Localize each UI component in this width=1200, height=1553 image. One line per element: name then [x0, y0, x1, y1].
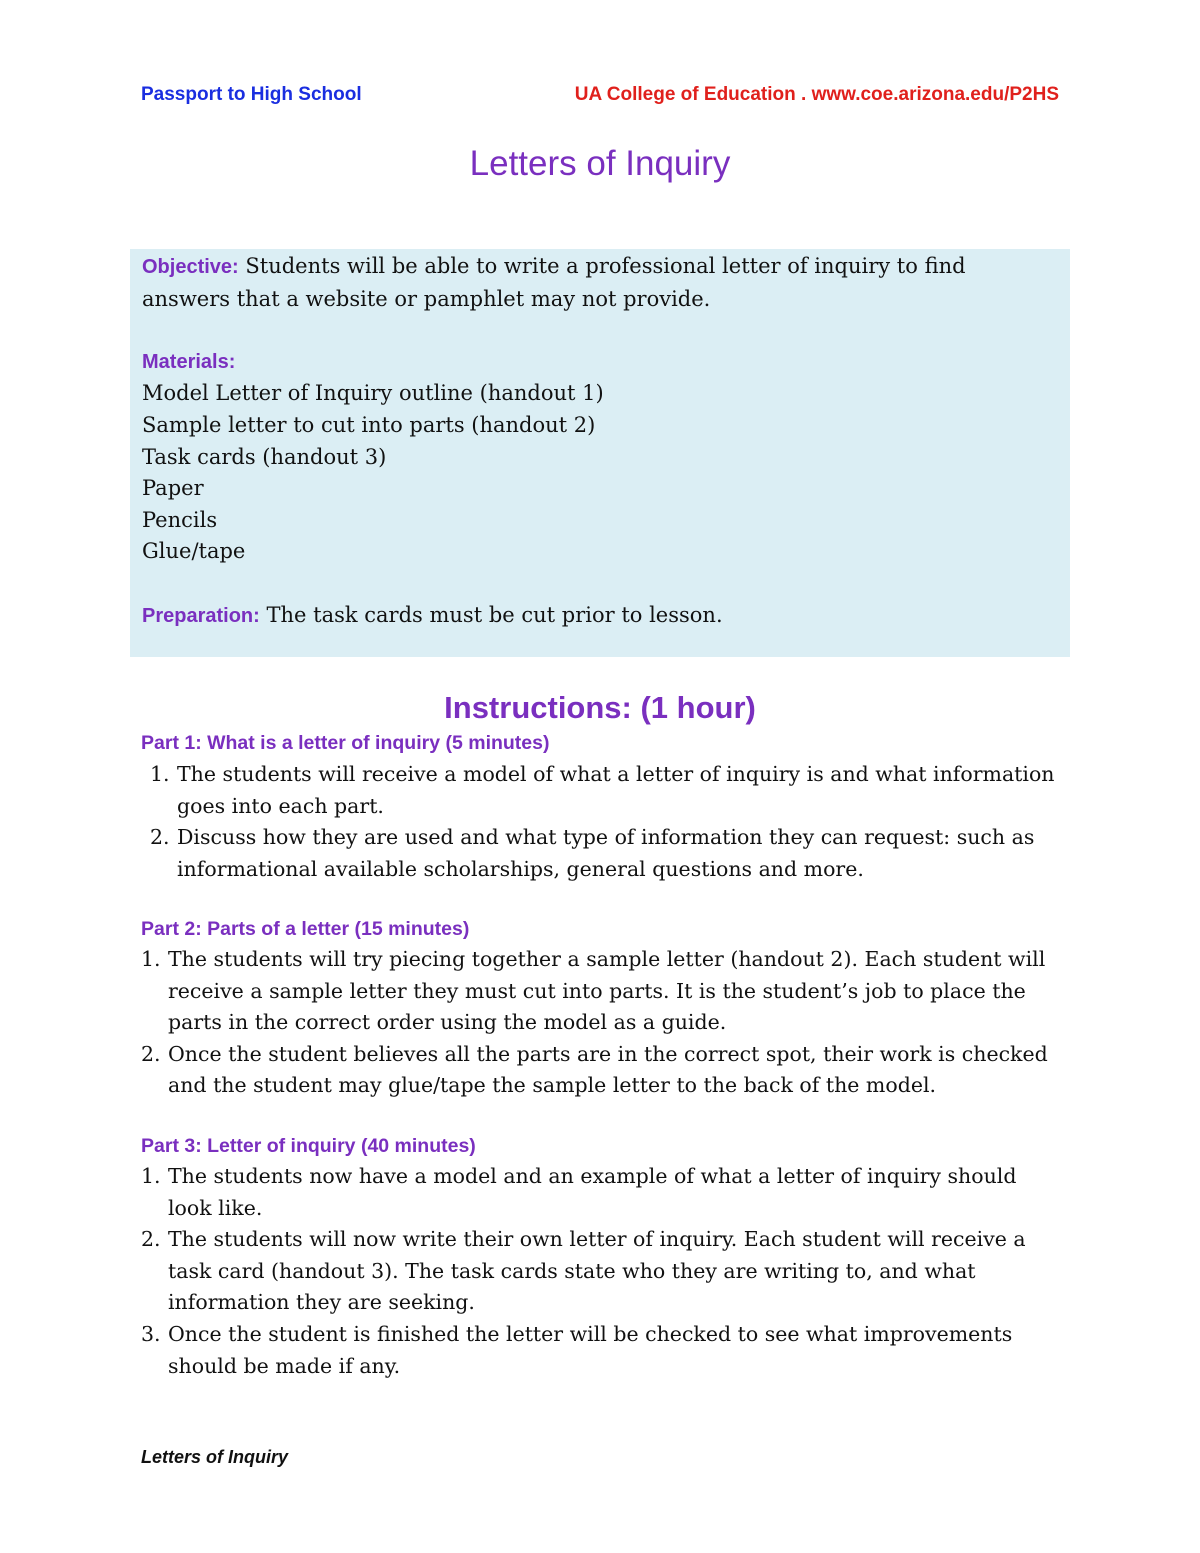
step-number: 1. [141, 947, 161, 971]
page-footer: Letters of Inquiry [141, 1447, 289, 1467]
part-2-heading: Part 2: Parts of a letter (15 minutes) [141, 918, 470, 940]
overview-box [130, 249, 1070, 657]
list-item [150, 822, 1067, 885]
material-item: Model Letter of Inquiry outline (handout 1) [142, 381, 604, 406]
objective-text: Students will be able to write a professional letter of inquiry to find answers that a website or pamphlet may not provide. [142, 254, 966, 311]
list-item [150, 759, 1067, 822]
step-text: The students will now write their own letter of inquiry. Each student will receive a task card (handout 3). The task cards state who they are writing to, and what information they are seeking. [168, 1227, 1026, 1315]
step-number: 1. [141, 1164, 161, 1188]
step-text: Discuss how they are used and what type of information they can request: such as informational available scholarships, general questions and more. [177, 825, 1035, 881]
materials-label: Materials: [142, 350, 236, 373]
step-text: The students now have a model and an example of what a letter of inquiry should look like. [168, 1164, 1017, 1220]
part-1-heading: Part 1: What is a letter of inquiry (5 minutes) [141, 732, 550, 754]
step-number: 3. [141, 1321, 161, 1346]
step-number: 2. [141, 1227, 161, 1252]
list-item [141, 1161, 1048, 1224]
step-text: The students will receive a model of what a letter of inquiry is and what information goes into each part. [177, 762, 1055, 818]
list-item [141, 944, 1058, 1039]
part-1-steps [150, 759, 1067, 885]
material-item: Task cards (handout 3) [142, 444, 387, 469]
header-college-link[interactable]: UA College of Education . www.coe.arizona.edu/P2HS [574, 84, 1059, 105]
part-2-steps [141, 944, 1058, 1102]
material-item: Paper [142, 476, 204, 501]
preparation [142, 600, 1050, 633]
list-item [141, 1224, 1048, 1319]
instructions-heading: Instructions: (1 hour) [444, 690, 756, 725]
preparation-label: Preparation: [142, 604, 260, 627]
objective-label: Objective: [142, 256, 239, 278]
part-3-steps [141, 1161, 1048, 1382]
step-text: Once the student believes all the parts are in the correct spot, their work is checked and the student may glue/tape the sample letter to the back of the model. [168, 1041, 1048, 1098]
page-title: Letters of Inquiry [469, 144, 731, 183]
material-item: Glue/tape [142, 539, 246, 564]
list-item [141, 1039, 1058, 1102]
part-3-heading: Part 3: Letter of inquiry (40 minutes) [141, 1135, 476, 1157]
step-number: 1. [150, 762, 170, 786]
material-item: Pencils [142, 507, 218, 532]
preparation-text: The task cards must be cut prior to lesson. [266, 602, 723, 627]
step-number: 2. [141, 1041, 161, 1066]
step-text: The students will try piecing together a sample letter (handout 2). Each student will receive a sample letter they must cut into parts. It is the student’s job to place the parts in the correct order using the model as a guide. [168, 947, 1046, 1035]
objective [142, 251, 1050, 315]
materials-list [142, 378, 1050, 568]
material-item: Sample letter to cut into parts (handout 2) [142, 412, 596, 437]
header-program-name: Passport to High School [141, 84, 362, 105]
step-text: Once the student is finished the letter will be checked to see what improvements should be made if any. [168, 1321, 1013, 1378]
list-item [141, 1319, 1048, 1382]
step-number: 2. [150, 825, 170, 850]
